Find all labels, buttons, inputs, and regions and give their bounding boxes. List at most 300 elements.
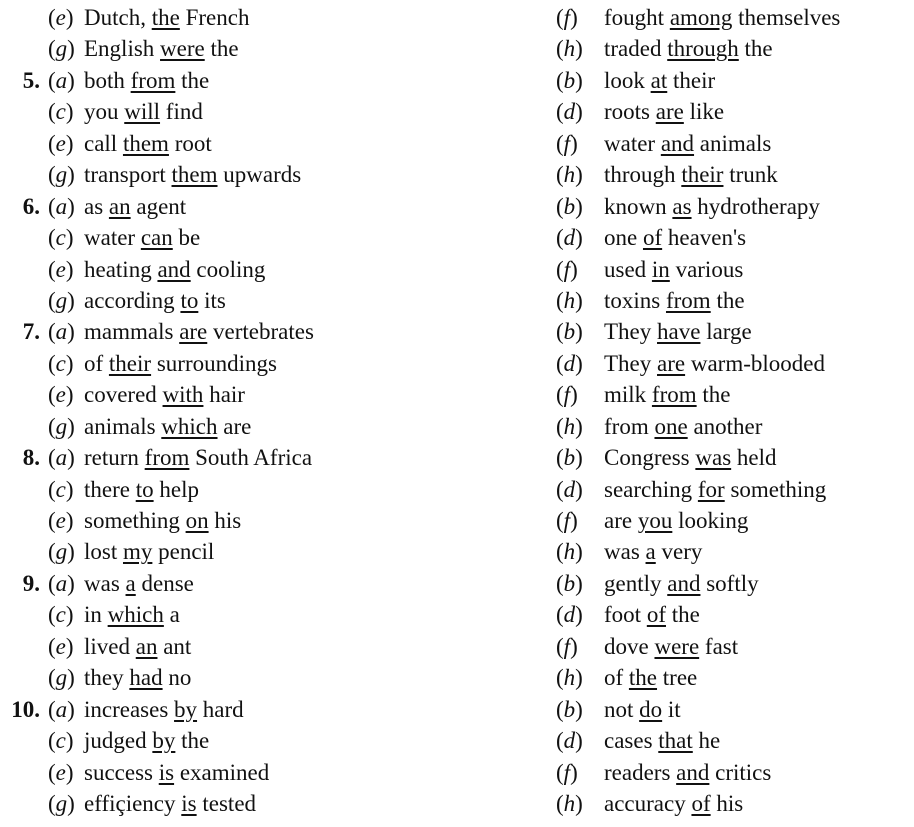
option-letter-text: e [55,256,66,282]
answer-row [0,254,470,285]
phrase-after: help [153,476,199,502]
phrase-before: return [84,445,145,471]
question-number: 10. [11,696,40,722]
option-letter: (g) [48,162,75,188]
option-letter-text: d [563,225,576,251]
answer-row [0,159,470,190]
underlined-answer-word: was [695,445,732,471]
option-letter-text: b [563,193,576,219]
phrase-before: Congress [604,445,696,471]
answer-phrase [84,191,186,222]
underlined-answer-word: were [654,633,700,659]
option-letter-text: h [563,36,576,62]
option-letter: (e) [48,759,74,785]
answer-phrase [604,411,762,442]
phrase-before: readers [604,759,677,785]
answer-phrase [84,348,277,379]
phrase-after: the [665,602,700,628]
option-letter: (c) [48,728,74,754]
answer-row [556,33,914,64]
option-letter-text: g [55,790,68,816]
option-letter: (h) [556,162,583,188]
phrase-after: themselves [732,5,841,30]
option-letter-text: f [563,759,571,785]
option-letter-text: h [563,287,576,313]
answer-phrase [84,662,191,693]
option-letter: (g) [48,413,75,439]
answer-phrase [604,694,681,725]
answer-row [0,725,470,756]
option-letter: (h) [556,665,583,691]
option-letter: (d) [556,99,583,125]
phrase-after: are [217,413,252,439]
answer-row [0,536,470,567]
answer-row [556,505,914,536]
underlined-answer-word: are [657,350,686,376]
underlined-answer-word: you [637,508,673,533]
answer-row [556,316,914,347]
underlined-answer-word: were [160,36,205,62]
answer-phrase [604,599,700,630]
phrase-before: foot [604,602,647,628]
phrase-after: vertebrates [207,319,314,345]
option-letter: (g) [48,790,75,816]
option-letter-text: d [563,476,576,502]
option-letter: (f) [556,130,578,156]
phrase-before: increases [84,696,175,722]
phrase-after: held [731,445,777,471]
answer-row [556,694,914,725]
phrase-before: water [84,225,141,251]
phrase-before: English [84,36,161,62]
option-letter: (d) [556,728,583,754]
phrase-before: milk [604,382,652,408]
answer-phrase [84,757,269,788]
phrase-after: large [700,319,752,345]
underlined-answer-word: to [135,476,154,502]
option-letter-text: c [55,476,66,502]
phrase-before: something [84,508,186,533]
option-letter-text: e [55,759,66,785]
underlined-answer-word: to [180,287,199,313]
underlined-answer-word: an [108,193,131,219]
underlined-answer-word: do [639,696,663,722]
underlined-answer-word: at [650,67,668,93]
underlined-answer-word: my [122,539,153,565]
underlined-answer-word: of [646,602,666,628]
option-letter-text: g [55,36,68,62]
option-letter: (b) [556,445,583,471]
option-letter-text: b [563,67,576,93]
phrase-after: like [683,99,725,125]
answer-row [0,316,470,347]
option-letter-text: h [563,162,576,188]
option-letter-text: a [55,67,68,93]
underlined-answer-word: that [658,728,693,754]
underlined-answer-word: by [152,728,176,754]
underlined-answer-word: on [185,508,209,533]
answer-phrase [84,159,301,190]
answer-phrase [604,662,697,693]
answer-row [556,191,914,222]
option-letter-text: b [563,570,576,596]
answer-phrase [84,285,226,316]
phrase-after: French [179,5,250,30]
option-letter: (e) [48,508,74,533]
phrase-before: through [604,162,682,188]
answer-row [0,474,470,505]
answer-phrase [604,568,759,599]
phrase-before: you [84,99,125,125]
phrase-before: animals [84,413,162,439]
answer-phrase [84,2,249,33]
phrase-before: lived [84,633,136,659]
phrase-after: pencil [152,539,215,565]
answer-phrase [604,725,720,756]
answer-row [556,348,914,379]
underlined-answer-word: as [672,193,692,219]
option-letter-text: e [55,130,66,156]
phrase-before: they [84,665,130,691]
phrase-after: softly [700,570,759,596]
option-letter-text: f [563,130,571,156]
phrase-before: Dutch, [84,5,152,30]
answer-phrase [84,254,265,285]
phrase-after: cooling [190,256,266,282]
phrase-before: effiçiency [84,790,182,816]
answer-row [0,599,470,630]
answer-phrase [84,128,212,159]
phrase-before: of [84,350,109,376]
underlined-answer-word: which [161,413,218,439]
phrase-before: accuracy [604,790,692,816]
option-letter: (c) [48,99,74,125]
answer-phrase [84,474,199,505]
option-letter-text: c [55,99,66,125]
option-letter: (b) [556,570,583,596]
option-letter: (e) [48,5,74,30]
option-letter-text: a [55,570,68,596]
underlined-answer-word: which [107,602,164,628]
answer-row [556,411,914,442]
answer-row [0,568,470,599]
phrase-before: as [84,193,109,219]
option-letter-text: g [55,539,68,565]
phrase-after: the [175,67,210,93]
answer-row [0,505,470,536]
phrase-after: a [163,602,180,628]
option-letter-text: g [55,162,68,188]
option-letter: (g) [48,36,75,62]
phrase-before: according [84,287,181,313]
option-letter-text: a [55,696,68,722]
underlined-answer-word: are [655,99,684,125]
phrase-after: no [162,665,192,691]
option-letter-text: e [55,508,66,533]
option-letter: (f) [556,759,578,785]
option-letter-text: a [55,193,68,219]
underlined-answer-word: from [144,445,190,471]
option-letter-text: a [55,445,68,471]
option-letter-text: e [55,633,66,659]
phrase-before: lost [84,539,123,565]
option-letter: (c) [48,350,74,376]
option-letter: (f) [556,382,578,408]
option-letter-text: a [55,319,68,345]
option-letter: (c) [48,476,74,502]
phrase-after: critics [709,759,772,785]
question-number: 9. [22,570,40,596]
option-letter: (d) [556,350,583,376]
answer-phrase [604,65,715,96]
phrase-before: there [84,476,136,502]
option-letter-text: d [563,99,576,125]
answer-phrase [84,568,194,599]
underlined-answer-word: a [125,570,136,596]
answer-phrase [84,33,239,64]
answer-row [0,788,470,819]
underlined-answer-word: in [651,256,670,282]
phrase-before: judged [84,728,153,754]
option-letter: (b) [556,193,583,219]
answer-row [556,128,914,159]
option-letter: (g) [48,665,75,691]
underlined-answer-word: by [174,696,198,722]
phrase-before: covered [84,382,163,408]
option-letter: (f) [556,5,578,30]
option-letter: (d) [556,602,583,628]
answer-phrase [604,159,778,190]
underlined-answer-word: one [654,413,688,439]
option-letter: (e) [48,130,74,156]
phrase-after: the [175,728,210,754]
option-letter: (a) [48,67,75,93]
underlined-answer-word: through [667,36,739,62]
phrase-before: toxins [604,287,666,313]
underlined-answer-word: and [667,570,701,596]
phrase-after: agent [130,193,187,219]
phrase-after: he [692,728,721,754]
answer-phrase [84,599,180,630]
option-letter-text: f [563,382,571,408]
phrase-after: looking [672,508,749,533]
answer-phrase [84,96,203,127]
answer-row [556,65,914,96]
answer-row [0,33,470,64]
underlined-answer-word: can [140,225,173,251]
answer-phrase [604,631,738,662]
option-letter-text: f [563,256,571,282]
answer-phrase [84,411,251,442]
phrase-after: something [724,476,827,502]
underlined-answer-word: them [171,162,218,188]
underlined-answer-word: their [681,162,724,188]
answer-row [556,662,914,693]
answer-row [0,662,470,693]
answer-phrase [84,65,209,96]
option-letter: (c) [48,602,74,628]
option-letter-text: f [563,5,571,30]
answer-phrase [604,191,820,222]
option-letter: (d) [556,476,583,502]
phrase-before: used [604,256,652,282]
underlined-answer-word: is [158,759,175,785]
phrase-after: his [710,790,744,816]
answer-row [556,96,914,127]
option-letter-text: c [55,602,66,628]
underlined-answer-word: the [628,665,658,691]
underlined-answer-word: will [124,99,161,125]
underlined-answer-word: the [151,5,180,30]
phrase-after: it [662,696,681,722]
answer-phrase [604,222,746,253]
answer-phrase [84,788,256,819]
answer-phrase [604,96,724,127]
phrase-after: dense [135,570,194,596]
option-letter-text: c [55,350,66,376]
phrase-after: examined [174,759,270,785]
phrase-after: the [738,36,773,62]
underlined-answer-word: from [651,382,697,408]
answer-row [0,694,470,725]
option-letter: (b) [556,67,583,93]
phrase-before: searching [604,476,698,502]
underlined-answer-word: of [691,790,711,816]
phrase-before: in [84,602,108,628]
answer-phrase [604,788,743,819]
option-letter: (a) [48,319,75,345]
answer-phrase [604,379,731,410]
option-letter: (c) [48,225,74,251]
right-answer-column [556,2,914,819]
phrase-after: warm-blooded [685,350,825,376]
option-letter: (f) [556,633,578,659]
answer-row [0,442,470,473]
phrase-after: upwards [217,162,302,188]
underlined-answer-word: them [122,130,169,156]
underlined-answer-word: for [697,476,725,502]
answer-phrase [604,536,702,567]
answer-row [556,442,914,473]
phrase-before: known [604,193,673,219]
option-letter: (h) [556,413,583,439]
answer-phrase [604,348,825,379]
phrase-before: heating [84,256,158,282]
answer-row [556,285,914,316]
underlined-answer-word: of [642,225,663,251]
phrase-after: his [208,508,242,533]
answer-phrase [604,757,771,788]
option-letter: (a) [48,445,75,471]
underlined-answer-word: a [645,539,656,565]
answer-phrase [604,505,748,536]
option-letter-text: g [55,665,68,691]
option-letter-text: f [563,508,571,533]
option-letter-text: c [55,225,66,251]
answer-row [0,2,470,33]
answer-row [556,222,914,253]
answer-row [0,222,470,253]
phrase-after: ant [157,633,192,659]
phrase-before: not [604,696,640,722]
underlined-answer-word: with [162,382,204,408]
question-number: 6. [22,193,40,219]
underlined-answer-word: their [108,350,152,376]
phrase-before: was [604,539,646,565]
answer-phrase [84,316,314,347]
option-letter-text: h [563,539,576,565]
phrase-before: traded [604,36,668,62]
phrase-after: the [204,36,239,62]
phrase-after: tree [657,665,698,691]
option-letter: (b) [556,696,583,722]
phrase-after: tested [196,790,257,816]
answer-row [556,725,914,756]
option-letter: (a) [48,696,75,722]
answer-phrase [604,254,743,285]
option-letter-text: f [563,633,571,659]
option-letter: (a) [48,570,75,596]
left-answer-column [0,2,470,819]
answer-phrase [84,631,191,662]
phrase-after: be [172,225,201,251]
answer-row [0,631,470,662]
phrase-after: hydrotherapy [691,193,820,219]
option-letter: (f) [556,508,578,533]
answer-row [0,379,470,410]
question-number: 7. [22,319,40,345]
option-letter: (f) [556,256,578,282]
option-letter-text: e [55,5,66,30]
phrase-before: fought [604,5,670,30]
phrase-before: of [604,665,629,691]
option-letter-text: e [55,382,66,408]
answer-row [556,474,914,505]
answer-row [0,285,470,316]
phrase-after: animals [694,130,772,156]
option-letter: (h) [556,36,583,62]
answer-row [0,411,470,442]
phrase-after: trunk [723,162,778,188]
phrase-after: their [667,67,716,93]
answer-phrase [604,128,771,159]
answer-row [556,536,914,567]
answer-phrase [604,474,826,505]
phrase-after: the [696,382,731,408]
option-letter: (h) [556,790,583,816]
phrase-after: very [655,539,703,565]
answer-row [556,159,914,190]
option-letter-text: d [563,728,576,754]
option-letter-text: c [55,728,66,754]
phrase-before: from [604,413,655,439]
option-letter: (g) [48,539,75,565]
option-letter: (h) [556,539,583,565]
phrase-before: gently [604,570,668,596]
option-letter: (a) [48,193,75,219]
phrase-before: success [84,759,159,785]
underlined-answer-word: and [676,759,710,785]
option-letter-text: b [563,319,576,345]
answer-phrase [84,222,200,253]
answer-phrase [84,505,241,536]
underlined-answer-word: have [657,319,701,345]
underlined-answer-word: from [665,287,711,313]
underlined-answer-word: had [129,665,163,691]
underlined-answer-word: are [179,319,208,345]
phrase-before: transport [84,162,172,188]
answer-row [0,757,470,788]
